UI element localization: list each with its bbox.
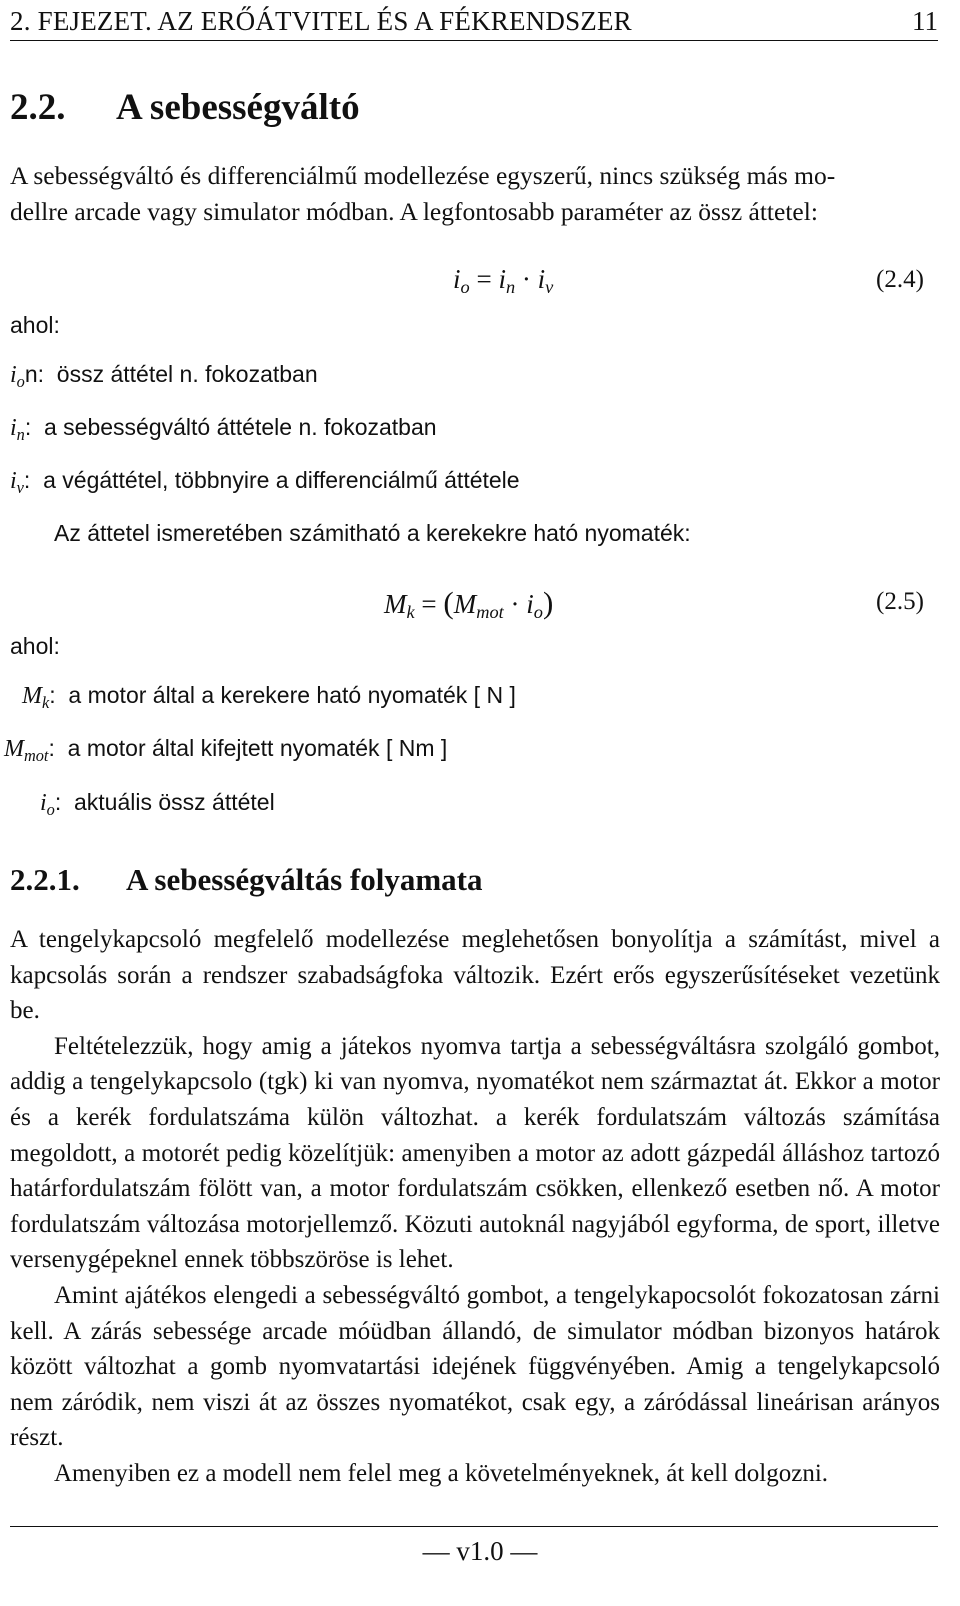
intro-line-1: A sebességváltó és differenciálmű modellezése egyszerű, nincs szükség más mo- bbox=[10, 161, 836, 190]
definition-mmot: $M_{mot}$: a motor által kifejtett nyomaték [ Nm ] bbox=[4, 735, 448, 765]
equation-2-5: $M_k = (M_{mot} \cdot i_o)$ bbox=[384, 585, 554, 622]
section-number: 2.2. bbox=[10, 87, 66, 128]
chapter-title: 2. FEJEZET. AZ ERŐÁTVITEL ÉS A FÉKRENDSZER bbox=[10, 6, 632, 36]
paragraph-1: A tengelykapcsoló megfelelő modellezése meglehetősen bonyolítja a számítást, mivel a kapcsolás során a rendszer szabadságfoka változik. Ezért erős egyszerűsítéseket vezetünk be. bbox=[10, 926, 940, 1025]
where-label-2: ahol: bbox=[10, 633, 60, 659]
definition-io-2: $i_o$: aktuális össz áttétel bbox=[40, 789, 275, 819]
where-label-1: ahol: bbox=[10, 312, 60, 338]
page-number: 11 bbox=[912, 6, 938, 36]
paragraph-3: Amint ajátékos elengedi a sebességváltó gombot, a tengelykapocsolót fokozatosan zárni kell. A zárás sebessége arcade móüdban állandó, de simulator módban bizonyos határok között változhat a gomb nyomvatartási idejének függvényében. Amig a tengelykapcsoló nem záródik, nem viszi át az összes nyomatékot, csak egy, a záródással lineárisan arányos részt. bbox=[10, 1281, 940, 1452]
definition-iv: $i_v$: a végáttétel, többnyire a differenciálmű áttétele bbox=[10, 467, 520, 497]
footer-rule bbox=[10, 1526, 938, 1527]
torque-intro: Az áttetel ismeretében számitható a kerekekre ható nyomaték: bbox=[54, 520, 691, 546]
paragraph-2: Feltételezzük, hogy amig a játekos nyomva tartja a sebességváltásra szolgáló gombot, addig a tengelykapcsolo (tgk) ki van nyomva, nyomatékot nem származtat át. Ekkor a motor és a kerék fordulatszáma külön változhat. a kerék fordulatszám változás számítása megoldott, a motorét pedig közelítjük: amenyiben a motor az adott gázpedál álláshoz tartozó határfordulatszám fölött van, a motor fordulatszám csökken, ellenkező esetben nő. A motor fordulatszám változása motorjellemző. Közuti autoknál nagyjából egyforma, de sport, illetve versenygépeknel ennek többszöröse is lehet. bbox=[10, 1032, 940, 1274]
intro-line-2: dellre arcade vagy simulator módban. A legfontosabb paraméter az össz áttetel: bbox=[10, 197, 818, 226]
definition-mk: $M_k$: a motor által a kerekere ható nyomaték [ N ] bbox=[22, 682, 516, 712]
equation-2-4: $i_o = i_n \cdot i_v$ bbox=[453, 264, 554, 297]
subsection-heading bbox=[10, 862, 482, 898]
equation-number-2-5: (2.5) bbox=[876, 588, 924, 615]
paragraph-4: Amenyiben ez a modell nem felel meg a követelményeknek, át kell dolgozni. bbox=[54, 1459, 829, 1487]
section-title: A sebességváltó bbox=[116, 87, 360, 128]
equation-number-2-4: (2.4) bbox=[876, 266, 924, 293]
definition-in: $i_n$: a sebességváltó áttétele n. fokozatban bbox=[10, 414, 437, 444]
subsection-title: A sebességváltás folyamata bbox=[126, 862, 483, 897]
definition-io: $i_on$: össz áttétel n. fokozatban bbox=[10, 361, 318, 391]
body-paragraphs bbox=[10, 922, 940, 1492]
running-header bbox=[10, 4, 938, 41]
section-heading bbox=[10, 86, 360, 129]
subsection-number: 2.2.1. bbox=[10, 862, 80, 897]
footer-version: — v1.0 — bbox=[422, 1536, 538, 1566]
